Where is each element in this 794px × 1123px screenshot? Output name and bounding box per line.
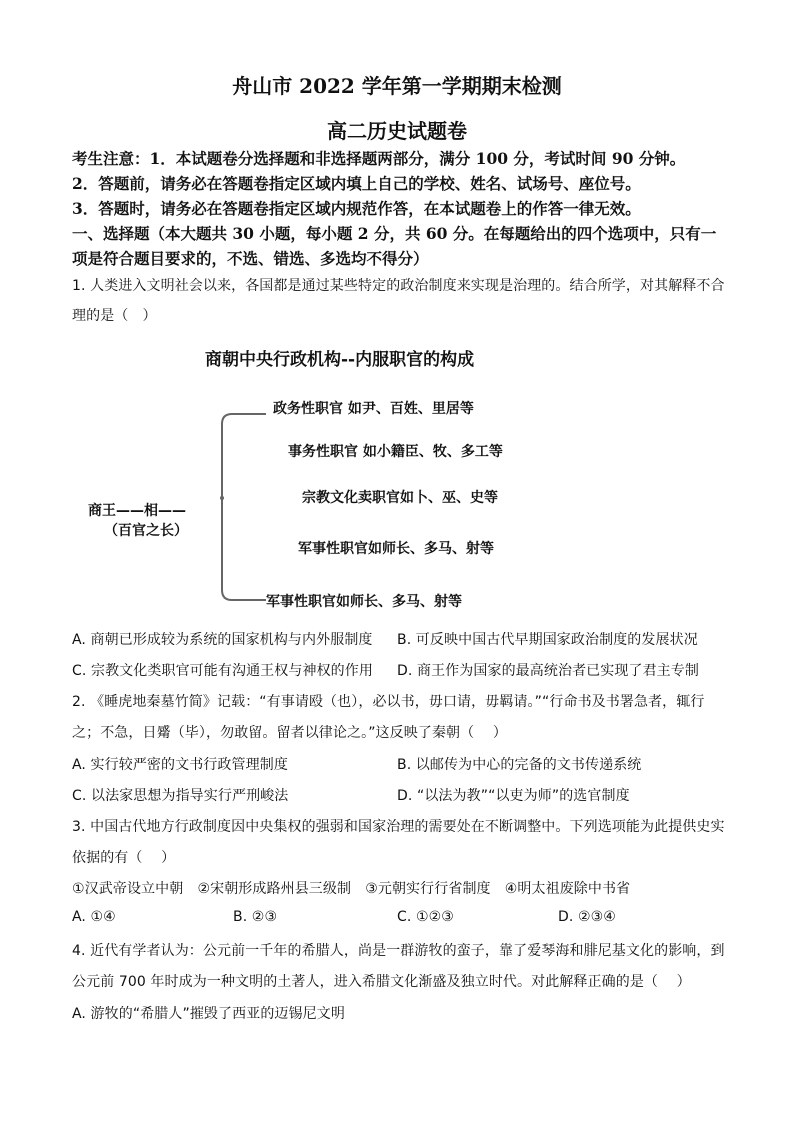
exam-title: 舟山市 2022 学年第一学期期末检测 [232, 74, 562, 98]
q1-option-b: B. 可反映中国古代早期国家政治制度的发展状况 [397, 632, 698, 648]
diagram-root-line-1: 商王——相—— [88, 503, 186, 519]
q1-option-c: C. 宗教文化类职官可能有沟通王权与神权的作用 [72, 663, 373, 679]
q3-option-b: B. ②③ [233, 909, 278, 925]
q1-option-d: D. 商王作为国家的最高统治者已实现了君主专制 [397, 663, 699, 679]
diagram-branch-1: 政务性职官 如尹、百姓、里居等 [273, 401, 474, 417]
q3-stem-line-2: 依据的有（ ） [72, 850, 176, 866]
q1-option-a: A. 商朝已形成较为系统的国家机构与内外服制度 [72, 632, 373, 648]
diagram-branch-5: 军事性职官如师长、多马、射等 [266, 594, 462, 610]
q4-option-a: A. 游牧的“希腊人”摧毁了西亚的迈锡尼文明 [72, 1006, 345, 1022]
section-heading-line-2: 项是符合题目要求的，不选、错选、多选均不得分） [72, 249, 429, 268]
notice-line-1: 考生注意：1．本试题卷分选择题和非选择题两部分，满分 100 分，考试时间 90 分钟。 [72, 149, 686, 168]
diagram-title: 商朝中央行政机构--内服职官的构成 [205, 350, 475, 370]
q3-option-d: D. ②③④ [558, 909, 616, 925]
q1-stem-line-2: 理的是（ ） [72, 308, 157, 324]
q2-option-c: C. 以法家思想为指导实行严刑峻法 [72, 788, 289, 804]
q2-stem-line-2: 之；不急，日觱（毕），勿敢留。留者以律论之。”这反映了秦朝（ ） [72, 725, 508, 741]
q2-stem-line-1: 2. 《睡虎地秦墓竹简》记载：“有事请殴（也），必以书，毋口请，毋羁请。”“行命书及书署急者，辄行 [72, 694, 705, 710]
diagram-branch-3: 宗教文化卖职官如卜、巫、史等 [302, 490, 498, 506]
q2-option-b: B. 以邮传为中心的完备的文书传递系统 [397, 757, 642, 773]
q4-stem-line-2: 公元前 700 年时成为一种文明的土著人，进入希腊文化渐盛及独立时代。对此解释正确的是（ ） [72, 974, 691, 990]
q3-option-c: C. ①②③ [397, 909, 454, 925]
q3-stem-line-1: 3. 中国古代地方行政制度因中央集权的强弱和国家治理的需要处在不断调整中。下列选项能为此提供史实 [72, 819, 725, 835]
diagram-branch-4: 军事性职官如师长、多马、射等 [298, 541, 494, 557]
diagram-root-line-2: （百官之长） [104, 523, 188, 539]
q3-option-a: A. ①④ [72, 909, 116, 925]
q2-option-d: D. “以法为教”“以吏为师”的选官制度 [397, 788, 630, 804]
notice-line-2: 2．答题前，请务必在答题卷指定区域内填上自己的学校、姓名、试场号、座位号。 [72, 174, 641, 193]
notice-line-3: 3．答题时，请务必在答题卷指定区域内规范作答，在本试题卷上的作答一律无效。 [72, 199, 641, 218]
exam-subtitle: 高二历史试题卷 [327, 119, 467, 143]
q3-items: ①汉武帝设立中朝 ②宋朝形成路州县三级制 ③元朝实行行省制度 ④明太祖废除中书省 [72, 881, 631, 897]
diagram-branch-2: 事务性职官 如小籍臣、牧、多工等 [288, 444, 503, 460]
section-heading-line-1: 一、选择题（本大题共 30 小题，每小题 2 分，共 60 分。在每题给出的四个选项中，只有一 [72, 224, 717, 243]
q1-stem-line-1: 1. 人类进入文明社会以来，各国都是通过某些特定的政治制度来实现是治理的。结合所学，对其解释不合 [72, 278, 725, 294]
q4-stem-line-1: 4. 近代有学者认为：公元前一千年的希腊人，尚是一群游牧的蛮子，靠了爱琴海和腓尼基文化的影响，到 [72, 943, 725, 959]
q2-option-a: A. 实行较严密的文书行政管理制度 [72, 757, 288, 773]
